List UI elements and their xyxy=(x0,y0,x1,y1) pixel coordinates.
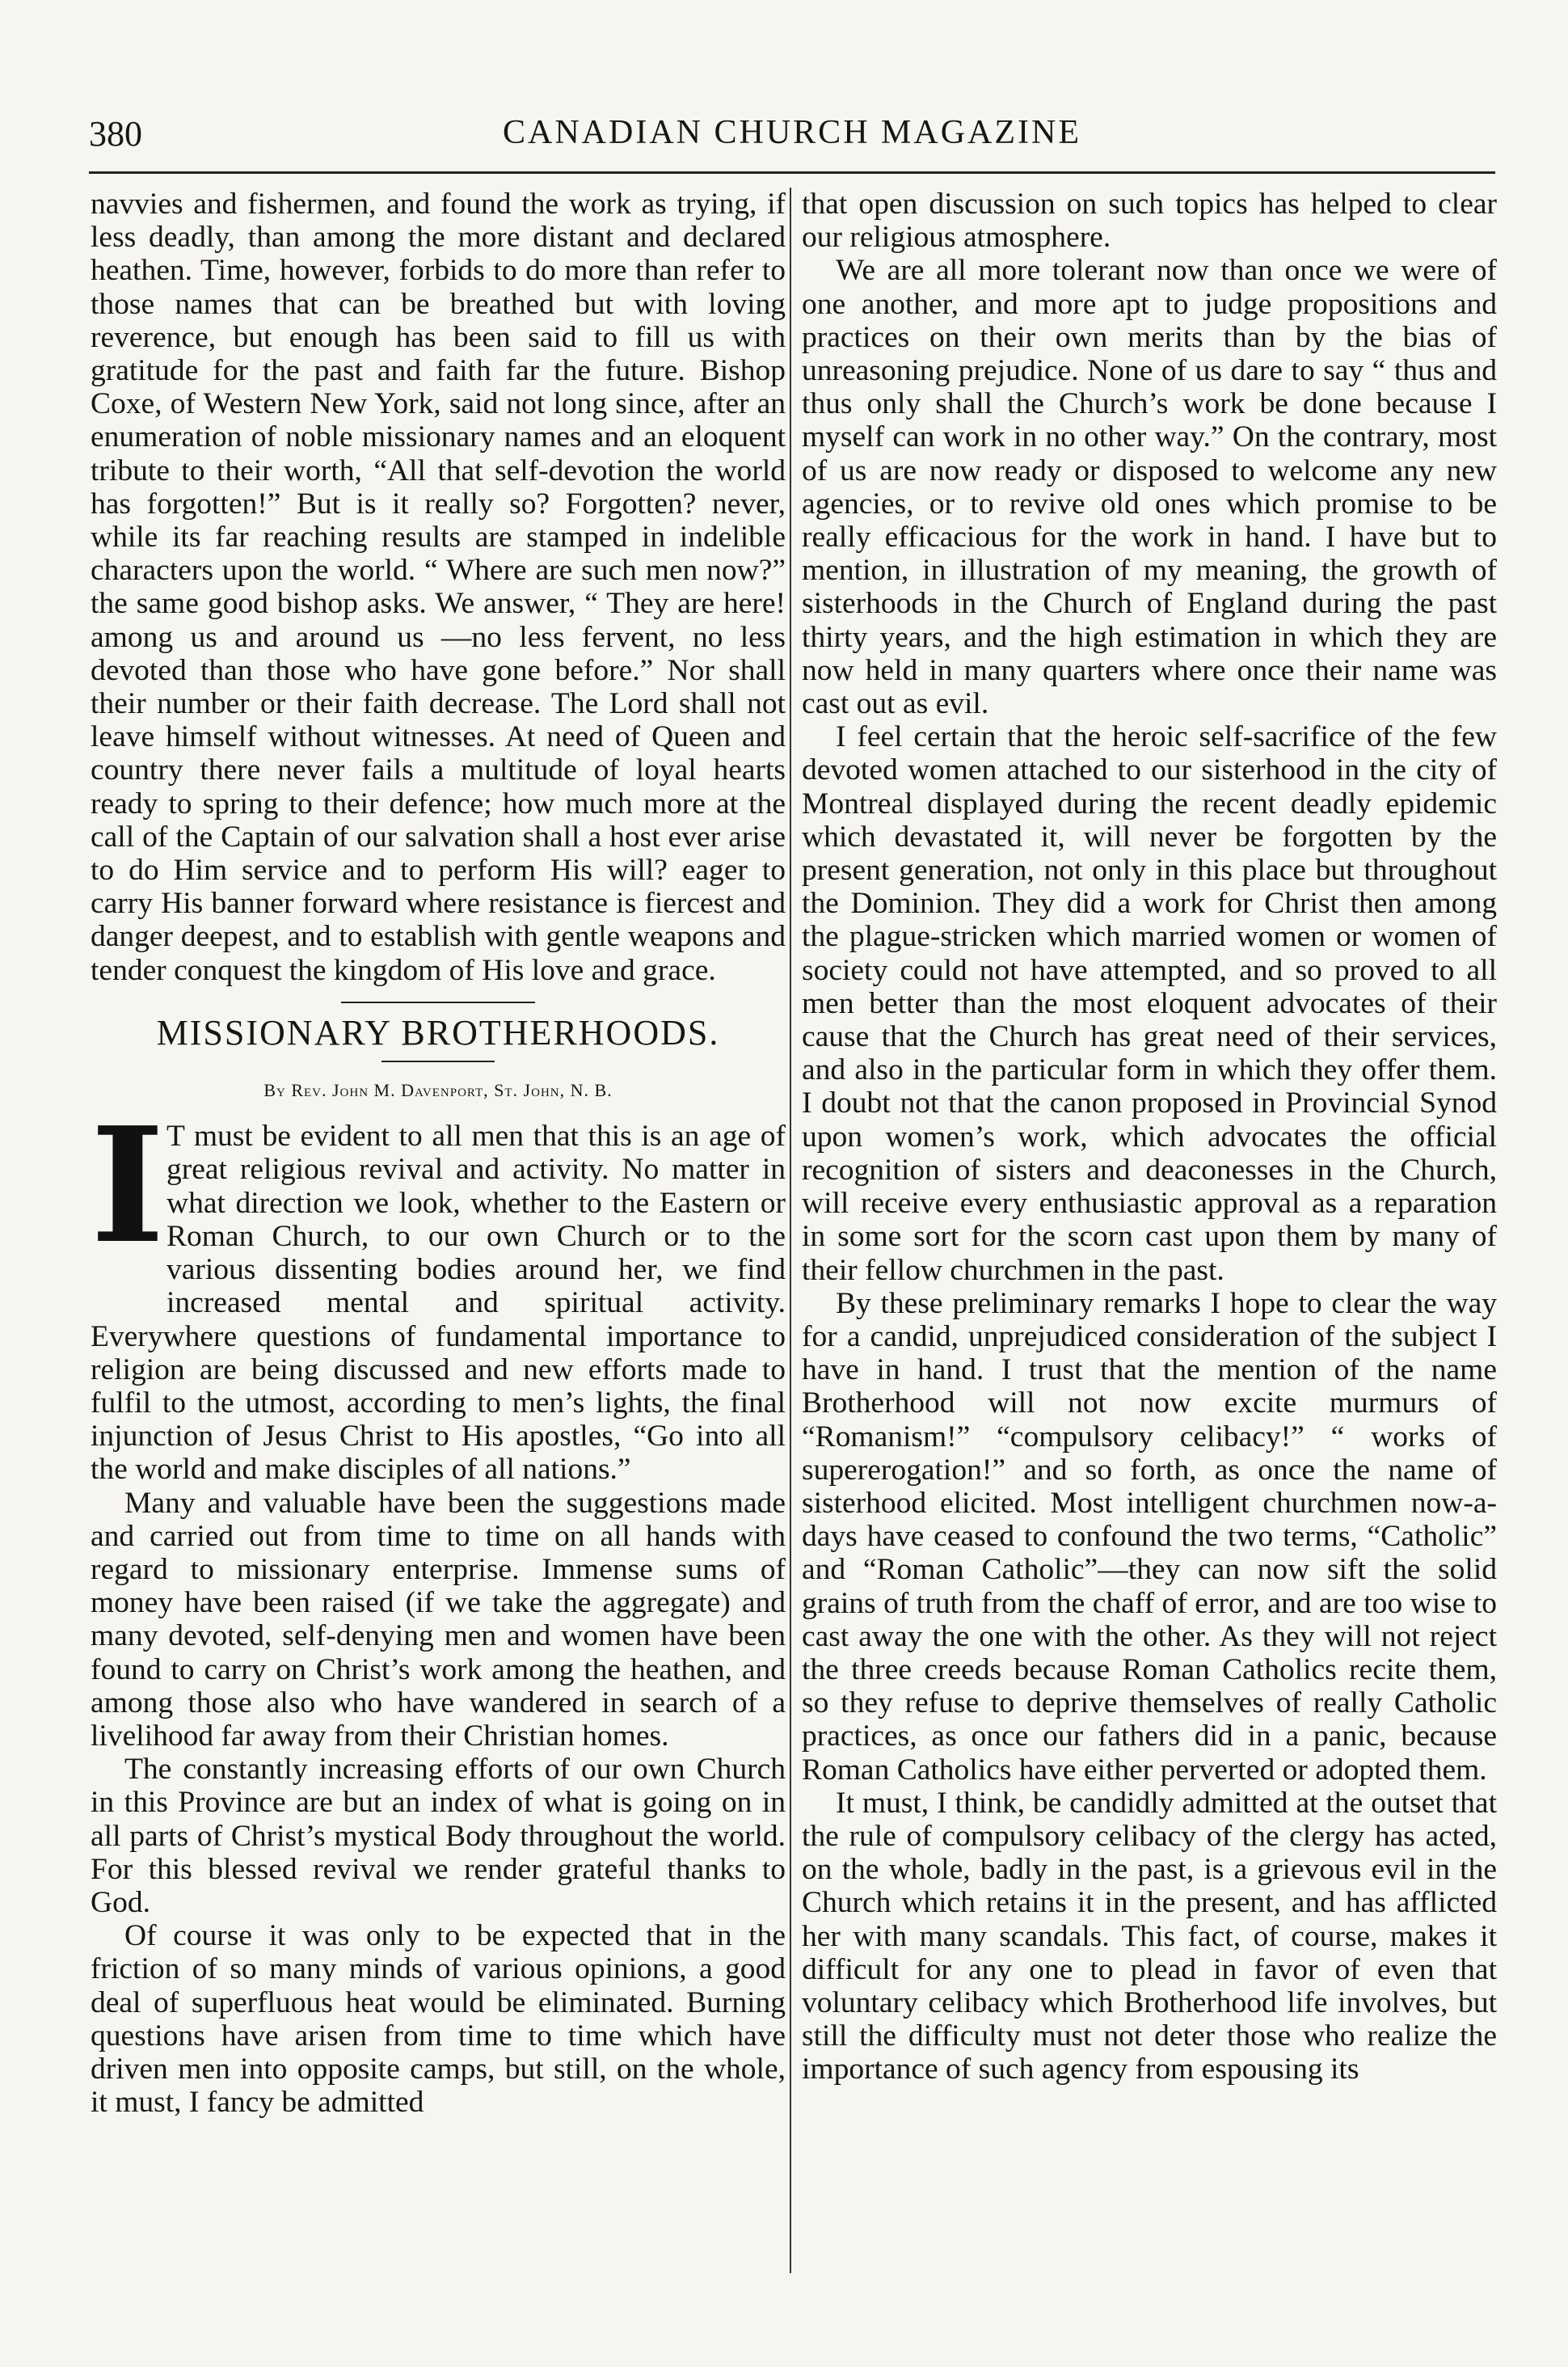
byline: By Rev. John M. Davenport, St. John, N. B. xyxy=(263,1080,613,1101)
left-paragraph-3: Many and valuable have been the suggestions made and carried out from time to time on all hands with regard to missionary enterprise. Immense sums of money have been raised (if we take the aggregate) and many devoted, self-denying men and women have been found to carry on Christ’s work among the heathen, and among those also who have wandered in search of a livelihood far away from their Christian homes. xyxy=(91,1486,786,1753)
page-number: 380 xyxy=(89,114,142,154)
page-header xyxy=(89,113,1495,170)
header-rule xyxy=(89,171,1495,174)
opening-paragraph xyxy=(91,1093,786,1487)
left-paragraph-5: Of course it was only to be expected that in the friction of so many minds of various opinions, a good deal of superfluous heat would be eliminated. Burning questions have arisen from time to time which have driven men into opposite camps, but still, on the whole, it must, I fancy be admitted xyxy=(91,1919,786,2120)
section-rule xyxy=(341,1002,535,1003)
right-paragraph-4: By these preliminary remarks I hope to clear the way for a candid, unprejudiced consideration of the subject I have in hand. I trust that the mention of the name Brotherhood will not now excite murmurs of “Romanism!” “compulsory celibacy!” “ works of supererogation!” and so forth, as once the name of sisterhood elicited. Most intelligent churchmen now-a-days have ceased to confound the two terms, “Catholic” and “Roman Catholic”—they can now sift the solid grains of truth from the chaff of error, and are too wise to cast away the one with the other. As they will not reject the three creeds because Roman Catholics recite them, so they refuse to deprive themselves of really Catholic practices, as once our fathers did in a panic, because Roman Catholics have either perverted or adopted them. xyxy=(802,1286,1497,1787)
left-paragraph-4: The constantly increasing efforts of our own Church in this Province are but an index of what is going on in all parts of Christ’s mystical Body throughout the world. For this blessed revival we render grateful thanks to God. xyxy=(91,1753,786,1919)
right-paragraph-5: It must, I think, be candidly admitted at the outset that the rule of compulsory celibacy of the clergy has acted, on the whole, badly in the past, is a grievous evil in the Church which retains it in the present, and has afflicted her with many scandals. This fact, of course, makes it difficult for any one to plead in favor of even that voluntary celibacy which Brotherhood life involves, but still the difficulty must not deter those who realize the importance of such agency from espousing its xyxy=(802,1786,1497,2086)
right-paragraph-1: that open discussion on such topics has helped to clear our religious atmosphere. xyxy=(802,188,1497,255)
right-paragraph-2: We are all more tolerant now than once we were of one another, and more apt to judge propositions and practices on their own merits than by the bias of unreasoning prejudice. None of us dare to say “ thus and thus only shall the Church’s work be done because I myself can work in no other way.” On the contrary, most of us are now ready or disposed to welcome any new agencies, or to revive old ones which promise to be really efficacious for the work in hand. I have but to mention, in illustration of my meaning, the growth of sisterhoods in the Church of England during the past thirty years, and the high estimation in which they are now held in many quarters where once their name was cast out as evil. xyxy=(802,254,1497,721)
right-column xyxy=(802,188,1497,2086)
left-column xyxy=(91,188,786,2119)
running-head-title: CANADIAN CHURCH MAGAZINE xyxy=(503,114,1081,151)
right-paragraph-3: I feel certain that the heroic self-sacrifice of the few devoted women attached to our sisterhood in the city of Montreal displayed during the recent deadly epidemic which devastated it, will never be forgotten by the present generation, not only in this place but throughout the Dominion. They did a work for Christ then among the plague-stricken which married women or women of society could not have attempted, and so proved to all men better than the most eloquent advocates of their cause that the Church has great need of their services, and also in the particular form in which they offer them. I doubt not that the canon proposed in Provincial Synod upon women’s work, which advocates the official recognition of sisters and deaconesses in the Church, will receive every enthusiastic approval as a reparation in some sort for the scorn cast upon them by many of their fellow churchmen in the past. xyxy=(802,720,1497,1287)
section-title: MISSIONARY BROTHERHOODS. xyxy=(156,1012,720,1053)
left-paragraph-2: T must be evident to all men that this is an age of great religious revival and activity. No matter in what direction we look, whether to the Eastern or Roman Church, to our own Church or to the various dissenting bodies around her, we find increased mental and spiritual activity. Everywhere questions of fundamental importance to religion are being discussed and new efforts made to fulfil to the utmost, according to men’s lights, the final injunction of Jesus Christ to His apostles, “Go into all the world and make disciples of all nations.” xyxy=(91,1120,786,1487)
title-rule xyxy=(381,1061,495,1062)
column-divider xyxy=(790,188,791,2273)
drop-cap: I xyxy=(91,1093,165,1280)
left-paragraph-1: navvies and fishermen, and found the work as trying, if less deadly, than among the more distant and declared heathen. Time, however, forbids to do more than refer to those names that can be breathed but with loving reverence, but enough has been said to fill us with gratitude for the past and faith far the future. Bishop Coxe, of Western New York, said not long since, after an enumeration of noble missionary names and an eloquent tribute to their worth, “All that self-devotion the world has forgotten!” But is it really so? Forgotten? never, while its far reaching results are stamped in indelible characters upon the world. “ Where are such men now?” the same good bishop asks. We answer, “ They are here! among us and around us —no less fervent, no less devoted than those who have gone before.” Nor shall their number or their faith decrease. The Lord shall not leave himself without witnesses. At need of Queen and country there never fails a multitude of loyal hearts ready to spring to their defence; how much more at the call of the Captain of our salvation shall a host ever arise to do Him service and to perform His will? eager to carry His banner forward where resistance is fiercest and danger deepest, and to establish with gentle weapons and tender conquest the kingdom of His love and grace. xyxy=(91,188,786,987)
